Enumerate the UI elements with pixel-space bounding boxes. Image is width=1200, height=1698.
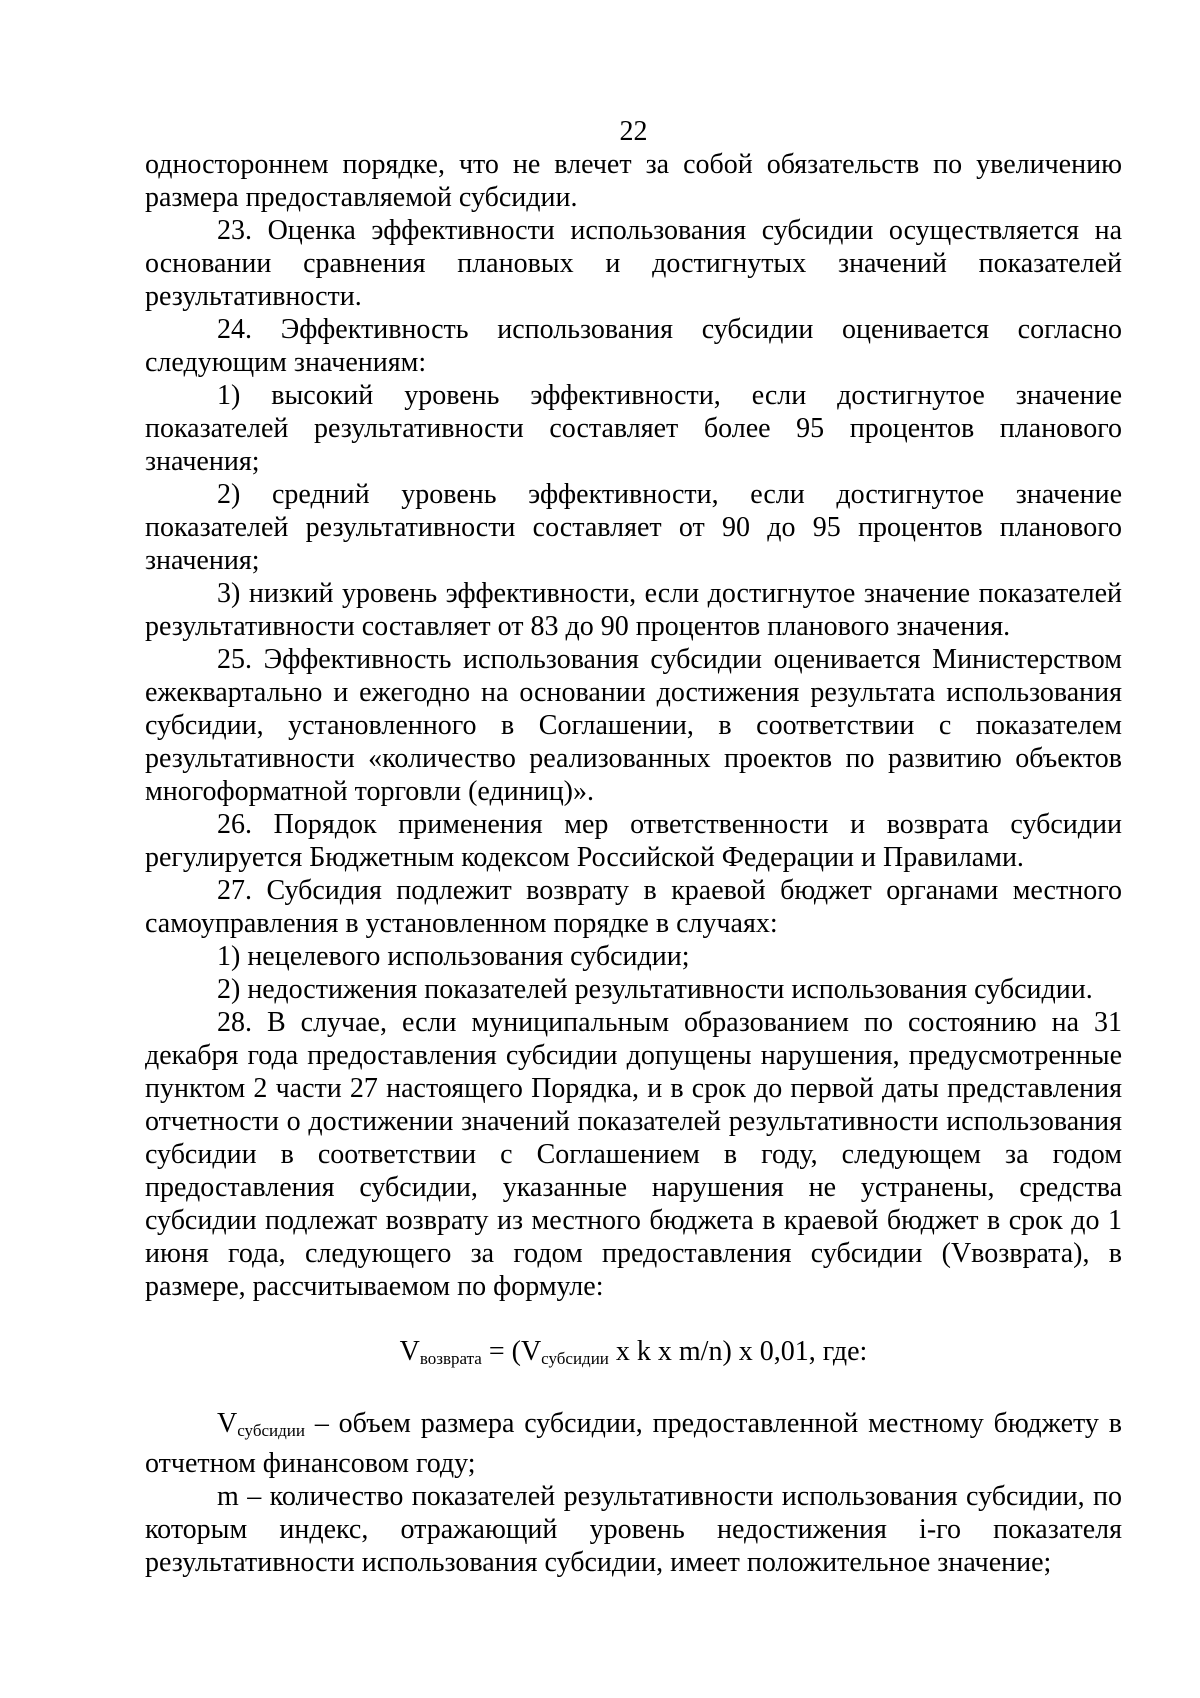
definition-v-symbol: V — [217, 1408, 238, 1439]
paragraph-27: 27. Субсидия подлежит возврату в краевой бюджет органами местного самоуправления в установленном порядке в случаях: — [145, 875, 1122, 939]
formula-rest: х k х m/n) х 0,01, где: — [608, 1336, 868, 1367]
paragraph-26: 26. Порядок применения мер ответственности и возврата субсидии регулируется Бюджетным кодексом Российской Федерации и Правилами. — [145, 809, 1122, 873]
definition-v-subsidy — [145, 1407, 1122, 1480]
paragraph-25: 25. Эффективность использования субсидии оценивается Министерством ежеквартально и ежегодно на основании достижения результата использования субсидии, установленного в Соглашении, в соответствии с показателем результативности «количество реализованных проектов по развитию объектов многоформатной торговли (единиц)». — [145, 644, 1122, 807]
paragraph-23: 23. Оценка эффективности использования субсидии осуществляется на основании сравнения плановых и достигнутых значений показателей результативности. — [145, 215, 1122, 312]
paragraph-24-item-3: 3) низкий уровень эффективности, если достигнутое значение показателей результативности составляет от 83 до 90 процентов планового значения. — [145, 578, 1122, 642]
return-formula — [145, 1335, 1122, 1375]
definition-m: m – количество показателей результативности использования субсидии, по которым индекс, отражающий уровень недостижения i-го показателя результативности использования субсидии, имеет положительное значение; — [145, 1481, 1122, 1578]
paragraph-27-item-2: 2) недостижения показателей результативности использования субсидии. — [217, 974, 1093, 1005]
paragraph-24: 24. Эффективность использования субсидии оценивается согласно следующим значениям: — [145, 314, 1122, 378]
formula-rhs-subscript: субсидии — [541, 1349, 609, 1368]
paragraph-24-item-1: 1) высокий уровень эффективности, если достигнутое значение показателей результативности составляет более 95 процентов планового значения; — [145, 380, 1122, 477]
paragraph-24-item-2: 2) средний уровень эффективности, если достигнутое значение показателей результативности составляет от 90 до 95 процентов планового значения; — [145, 479, 1122, 576]
page-number: 22 — [619, 116, 648, 147]
formula-lhs-symbol: V — [399, 1336, 420, 1367]
formula-eq-open: = (V — [481, 1336, 542, 1367]
definition-v-subscript: субсидии — [237, 1421, 305, 1440]
paragraph-28: 28. В случае, если муниципальным образованием по состоянию на 31 декабря года предоставления субсидии допущены нарушения, предусмотренные пунктом 2 части 27 настоящего Порядка, и в срок до первой даты представления отчетности о достижении значений показателей результативности использования субсидии в соответствии с Соглашением в году, следующем за годом предоставления субсидии, указанные нарушения не устранены, средства субсидии подлежат возврату из местного бюджета в краевой бюджет в срок до 1 июня года, следующего за годом предоставления субсидии (Vвозврата), в размере, рассчитываемом по формуле: — [145, 1007, 1122, 1302]
formula-lhs-subscript: возврата — [419, 1349, 482, 1368]
paragraph-27-item-1: 1) нецелевого использования субсидии; — [217, 941, 690, 972]
document-body — [145, 148, 1122, 1579]
definition-v-text: – объем размера субсидии, предоставленной местному бюджету в отчетном финансовом году; — [145, 1408, 1122, 1479]
paragraph-continuation: одностороннем порядке, что не влечет за собой обязательств по увеличению размера предоставляемой субсидии. — [145, 149, 1122, 213]
